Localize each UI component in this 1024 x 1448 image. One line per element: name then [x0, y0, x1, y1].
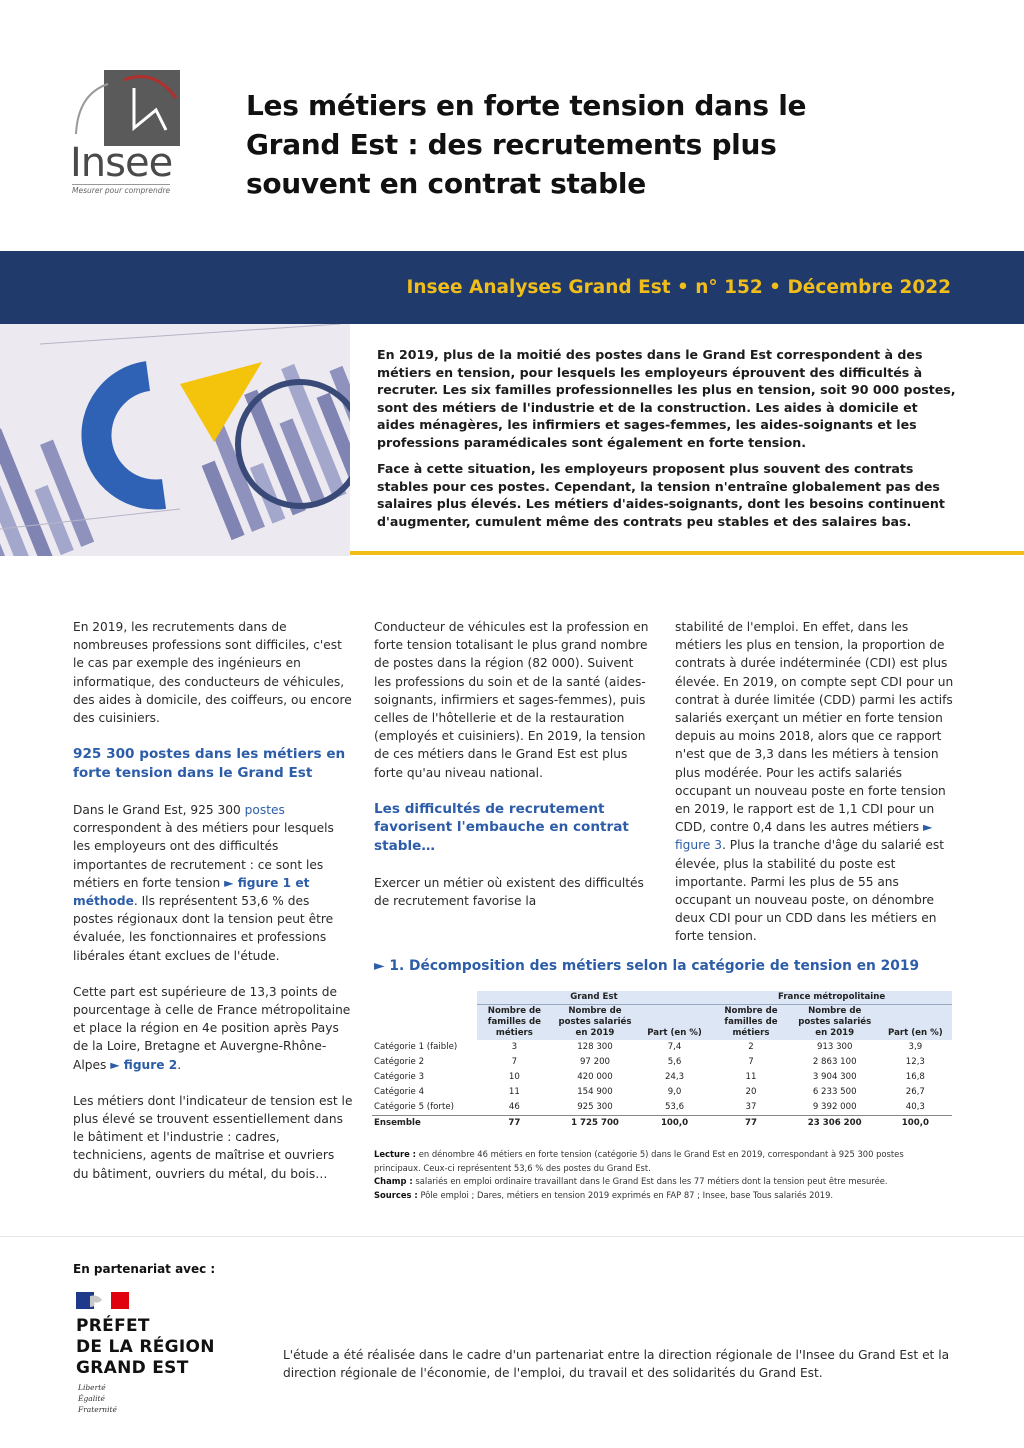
table-cell: 925 300: [577, 1102, 613, 1112]
body-paragraph: Exercer un métier où existent des difficultés de recrutement favorise la: [374, 876, 644, 909]
group-header-grand-est: Grand Est: [477, 991, 712, 1005]
note-sources: [374, 1189, 949, 1203]
body-text: correspondent à des métiers pour lesquels les employeurs ont des difficultés importantes de recrutement : ce sont les métiers en forte tension: [73, 821, 334, 890]
insee-logo-swoosh-icon: [104, 70, 180, 146]
table-cell: 9,0: [667, 1087, 682, 1097]
article-column-2: [374, 618, 654, 928]
table-cell: 46: [508, 1102, 520, 1112]
table-row: [372, 1085, 952, 1100]
prefet-line: GRAND EST: [76, 1358, 189, 1378]
body-text: Dans le Grand Est, 925 300: [73, 803, 245, 818]
table-cell: 77: [711, 1116, 791, 1132]
insee-logo-mark: [104, 70, 180, 146]
table-cell: 16,8: [905, 1072, 925, 1082]
table-cell: 100,0: [879, 1116, 952, 1132]
table-cell: Catégorie 2: [374, 1057, 425, 1067]
table-row: [372, 1040, 952, 1055]
insee-logo-tagline: Mesurer pour comprendre: [72, 186, 171, 195]
table-cell: 12,3: [905, 1057, 925, 1067]
table-cell: Catégorie 4: [374, 1087, 425, 1097]
table-cell: 420 000: [577, 1072, 613, 1082]
table-cell: 40,3: [905, 1102, 925, 1112]
table-row: [372, 1055, 952, 1070]
table-cell: 100,0: [638, 1116, 711, 1132]
table-corner: [372, 1005, 477, 1041]
column-header-posts: Nombre de postes salariés en 2019: [791, 1005, 879, 1041]
page-title: Les métiers en forte tension dans le Grand Est : des recrutements plus souvent en contrat stable: [246, 89, 807, 200]
table-cell: Catégorie 5 (forte): [374, 1102, 454, 1112]
body-paragraph: Conducteur de véhicules est la profession en forte tension totalisant le plus grand nombre de postes dans la région (82 000). Suivent les professions du soin et de la santé (aides-soignants, infirmiers et sages-femmes), puis celles de l'hôtellerie et de la restauration (employés et cuisiniers). En 2019, la tension de ces métiers dans le Grand Est est plus forte qu'au niveau national.: [374, 620, 649, 780]
figure-1-title: ► 1. Décomposition des métiers selon la catégorie de tension en 2019: [374, 958, 920, 974]
body-paragraph: [73, 801, 353, 965]
note-text: Pôle emploi ; Dares, métiers en tension 2019 exprimés en FAP 87 ; Insee, base Tous salariés 2019.: [417, 1189, 834, 1200]
prefet-title: [76, 1316, 215, 1379]
table-cell: 154 900: [577, 1087, 613, 1097]
summary-paragraph: En 2019, plus de la moitié des postes dans le Grand Est correspondent à des métiers en tension, pour lesquels les employeurs éprouvent des difficultés à recruter. Les six familles professionnelles les plus en tension, soit 90 000 postes, sont des métiers de l'industrie et de la construction. Les aides à domicile et aides ménagères, les infirmiers et sages-femmes, les aides-soignants et les professions paramédicales sont également en forte tension.: [377, 347, 956, 450]
table-cell: Catégorie 1 (faible): [374, 1042, 458, 1052]
insee-logo-arc-icon: [70, 72, 110, 142]
table-cell: 7: [511, 1057, 518, 1067]
table-cell: 3: [511, 1042, 518, 1052]
publication-banner: [0, 251, 1024, 324]
figure-1-notes: [374, 1148, 949, 1202]
prefet-region-logo: [76, 1292, 226, 1422]
footer-divider: [0, 1236, 1024, 1237]
table-cell: 26,7: [905, 1087, 925, 1097]
table-cell: 2 863 100: [812, 1057, 857, 1067]
table-total-row: [372, 1116, 952, 1132]
note-text: salariés en emploi ordinaire travaillant dans le Grand Est dans les 77 métiers dont la tension peut être mesurée.: [412, 1176, 888, 1186]
table-row: [372, 1100, 952, 1116]
publication-reference: Insee Analyses Grand Est • n° 152 • Décembre 2022: [406, 277, 951, 298]
article-column-3: [675, 618, 955, 964]
table-corner: [372, 991, 477, 1005]
prefet-line: PRÉFET: [76, 1316, 150, 1336]
column-header-families: Nombre de familles de métiers: [477, 1005, 552, 1041]
table-cell: 20: [745, 1087, 757, 1097]
body-paragraph: [675, 618, 955, 946]
partner-label: En partenariat avec :: [73, 1262, 216, 1276]
summary-divider: [350, 551, 1024, 555]
table-cell: 53,6: [664, 1102, 685, 1112]
table-cell: 7: [748, 1057, 754, 1067]
table-cell: 3,9: [908, 1042, 923, 1052]
body-paragraph: [73, 983, 353, 1074]
body-text: stabilité de l'emploi. En effet, dans les métiers les plus en tension, la proportion de contrats à durée indéterminée (CDI) est plus élevée. En 2019, on compte sept CDI pour un contrat à durée limitée (CDD) parmi les actifs salariés exerçant un métier en forte tension depuis au moins 2018, alors que ce rapport n'est que de 3,3 dans les métiers à tension plus modérée. Pour les actifs salariés occupant un nouveau poste en forte tension en 2019, le rapport est de 1,1 CDI pour un CDD, contre 0,4 dans les autres métiers: [675, 620, 954, 835]
table-cell: 1 725 700: [552, 1116, 638, 1132]
note-champ: [374, 1175, 949, 1189]
table-row: [372, 1070, 952, 1085]
note-text: en dénombre 46 métiers en forte tension (catégorie 5) dans le Grand Est en 2019, correspondant à 925 300 postes principaux. Ceux-ci représentent 53,6 % des postes du Grand Est.: [374, 1149, 904, 1173]
table-cell: 97 200: [579, 1057, 611, 1067]
body-text: .: [177, 1057, 182, 1072]
table-cell: 128 300: [577, 1042, 613, 1052]
note-label: Lecture :: [374, 1149, 417, 1159]
summary-abstract: [377, 346, 957, 539]
table-cell: 2: [748, 1042, 754, 1052]
table-cell: 7,4: [667, 1042, 682, 1052]
hero-illustration: [0, 324, 350, 556]
note-label: Sources :: [374, 1189, 418, 1200]
table-cell: 23 306 200: [791, 1116, 879, 1132]
table-cell: 11: [745, 1072, 757, 1082]
figure-3-link[interactable]: ► figure 3: [675, 820, 933, 853]
partnership-statement: L'étude a été réalisée dans le cadre d'un partenariat entre la direction régionale de l'Insee du Grand Est et la direction régionale de l'économie, de l'emploi, du travail et des solidarités du Grand Est.: [283, 1348, 950, 1380]
table-cell: Catégorie 3: [374, 1072, 425, 1082]
republic-motto: [78, 1382, 117, 1415]
insee-logo: [70, 70, 185, 200]
motto-line: Égalité: [78, 1394, 105, 1403]
table-cell: 9 392 000: [812, 1102, 857, 1112]
body-text: Cette part est supérieure de 13,3 points de pourcentage à celle de France métropolitaine et place la région en 4e position après Pays de la Loire, Bretagne et Auvergne-Rhône-Alpes: [73, 984, 351, 1072]
column-header-share: Part (en %): [638, 1005, 711, 1041]
group-header-france: France métropolitaine: [711, 991, 952, 1005]
table-cell: 6 233 500: [812, 1087, 857, 1097]
body-paragraph: Les métiers dont l'indicateur de tension est le plus élevé se trouvent essentiellement dans le bâtiment et l'industrie : cadres, techniciens, agents de maîtrise et ouvriers du bâtiment, ouvriers du métal, du bois…: [73, 1093, 353, 1181]
figure-1-table: [372, 991, 952, 1131]
marianne-flag-icon: [76, 1292, 129, 1309]
table-cell: 3 904 300: [812, 1072, 857, 1082]
insee-logo-word: Insee: [70, 140, 173, 186]
article-column-1: [73, 618, 353, 1201]
section-heading: 925 300 postes dans les métiers en forte tension dans le Grand Est: [73, 746, 346, 781]
note-lecture: [374, 1148, 949, 1175]
body-text: . Ils représentent 53,6 % des postes régionaux dont la tension peut être évaluée, les fonctionnaires et professions libérales étant exclues de l'étude.: [73, 894, 334, 963]
glossary-link-postes[interactable]: postes: [244, 803, 285, 818]
table-cell: 77: [477, 1116, 552, 1132]
table-cell: 10: [508, 1072, 520, 1082]
motto-line: Liberté: [78, 1383, 106, 1392]
prefet-line: DE LA RÉGION: [76, 1337, 215, 1357]
note-label: Champ :: [374, 1176, 413, 1186]
table-cell: 913 300: [816, 1042, 853, 1052]
body-text: . Plus la tranche d'âge du salarié est élevée, plus la stabilité du poste est importante. Parmi les plus de 55 ans occupant un nouveau poste, on dénombre deux CDI pour un CDD dans les métiers en forte tension.: [675, 838, 945, 944]
column-header-families: Nombre de familles de métiers: [711, 1005, 791, 1041]
charts-illustration-image: [0, 324, 350, 556]
table-cell: 11: [508, 1087, 520, 1097]
figure-2-link[interactable]: ► figure 2: [110, 1057, 178, 1072]
body-paragraph: En 2019, les recrutements dans de nombreuses professions sont difficiles, c'est le cas par exemple des ingénieurs en informatique, des conducteurs de véhicules, des aides à domicile, des coiffeurs, ou encore des cuisiniers.: [73, 620, 352, 726]
figure-1-link[interactable]: ► figure 1 et méthode: [73, 875, 310, 909]
table-cell: Ensemble: [372, 1116, 477, 1132]
summary-paragraph: Face à cette situation, les employeurs proposent plus souvent des contrats stables pour ces postes. Cependant, la tension n'entraîne globalement pas des salaires plus élevés. Les métiers d'aides-soignants, dont les besoins continuent d'augmenter, cumulent même des contrats peu stables et des salaires bas.: [377, 461, 945, 529]
section-heading: Les difficultés de recrutement favorisent l'embauche en contrat stable…: [374, 800, 629, 854]
column-header-share: Part (en %): [879, 1005, 952, 1041]
table-cell: 37: [745, 1102, 757, 1112]
table-cell: 5,6: [667, 1057, 682, 1067]
column-header-posts: Nombre de postes salariés en 2019: [552, 1005, 638, 1041]
motto-line: Fraternité: [78, 1405, 117, 1414]
table-cell: 24,3: [664, 1072, 685, 1082]
